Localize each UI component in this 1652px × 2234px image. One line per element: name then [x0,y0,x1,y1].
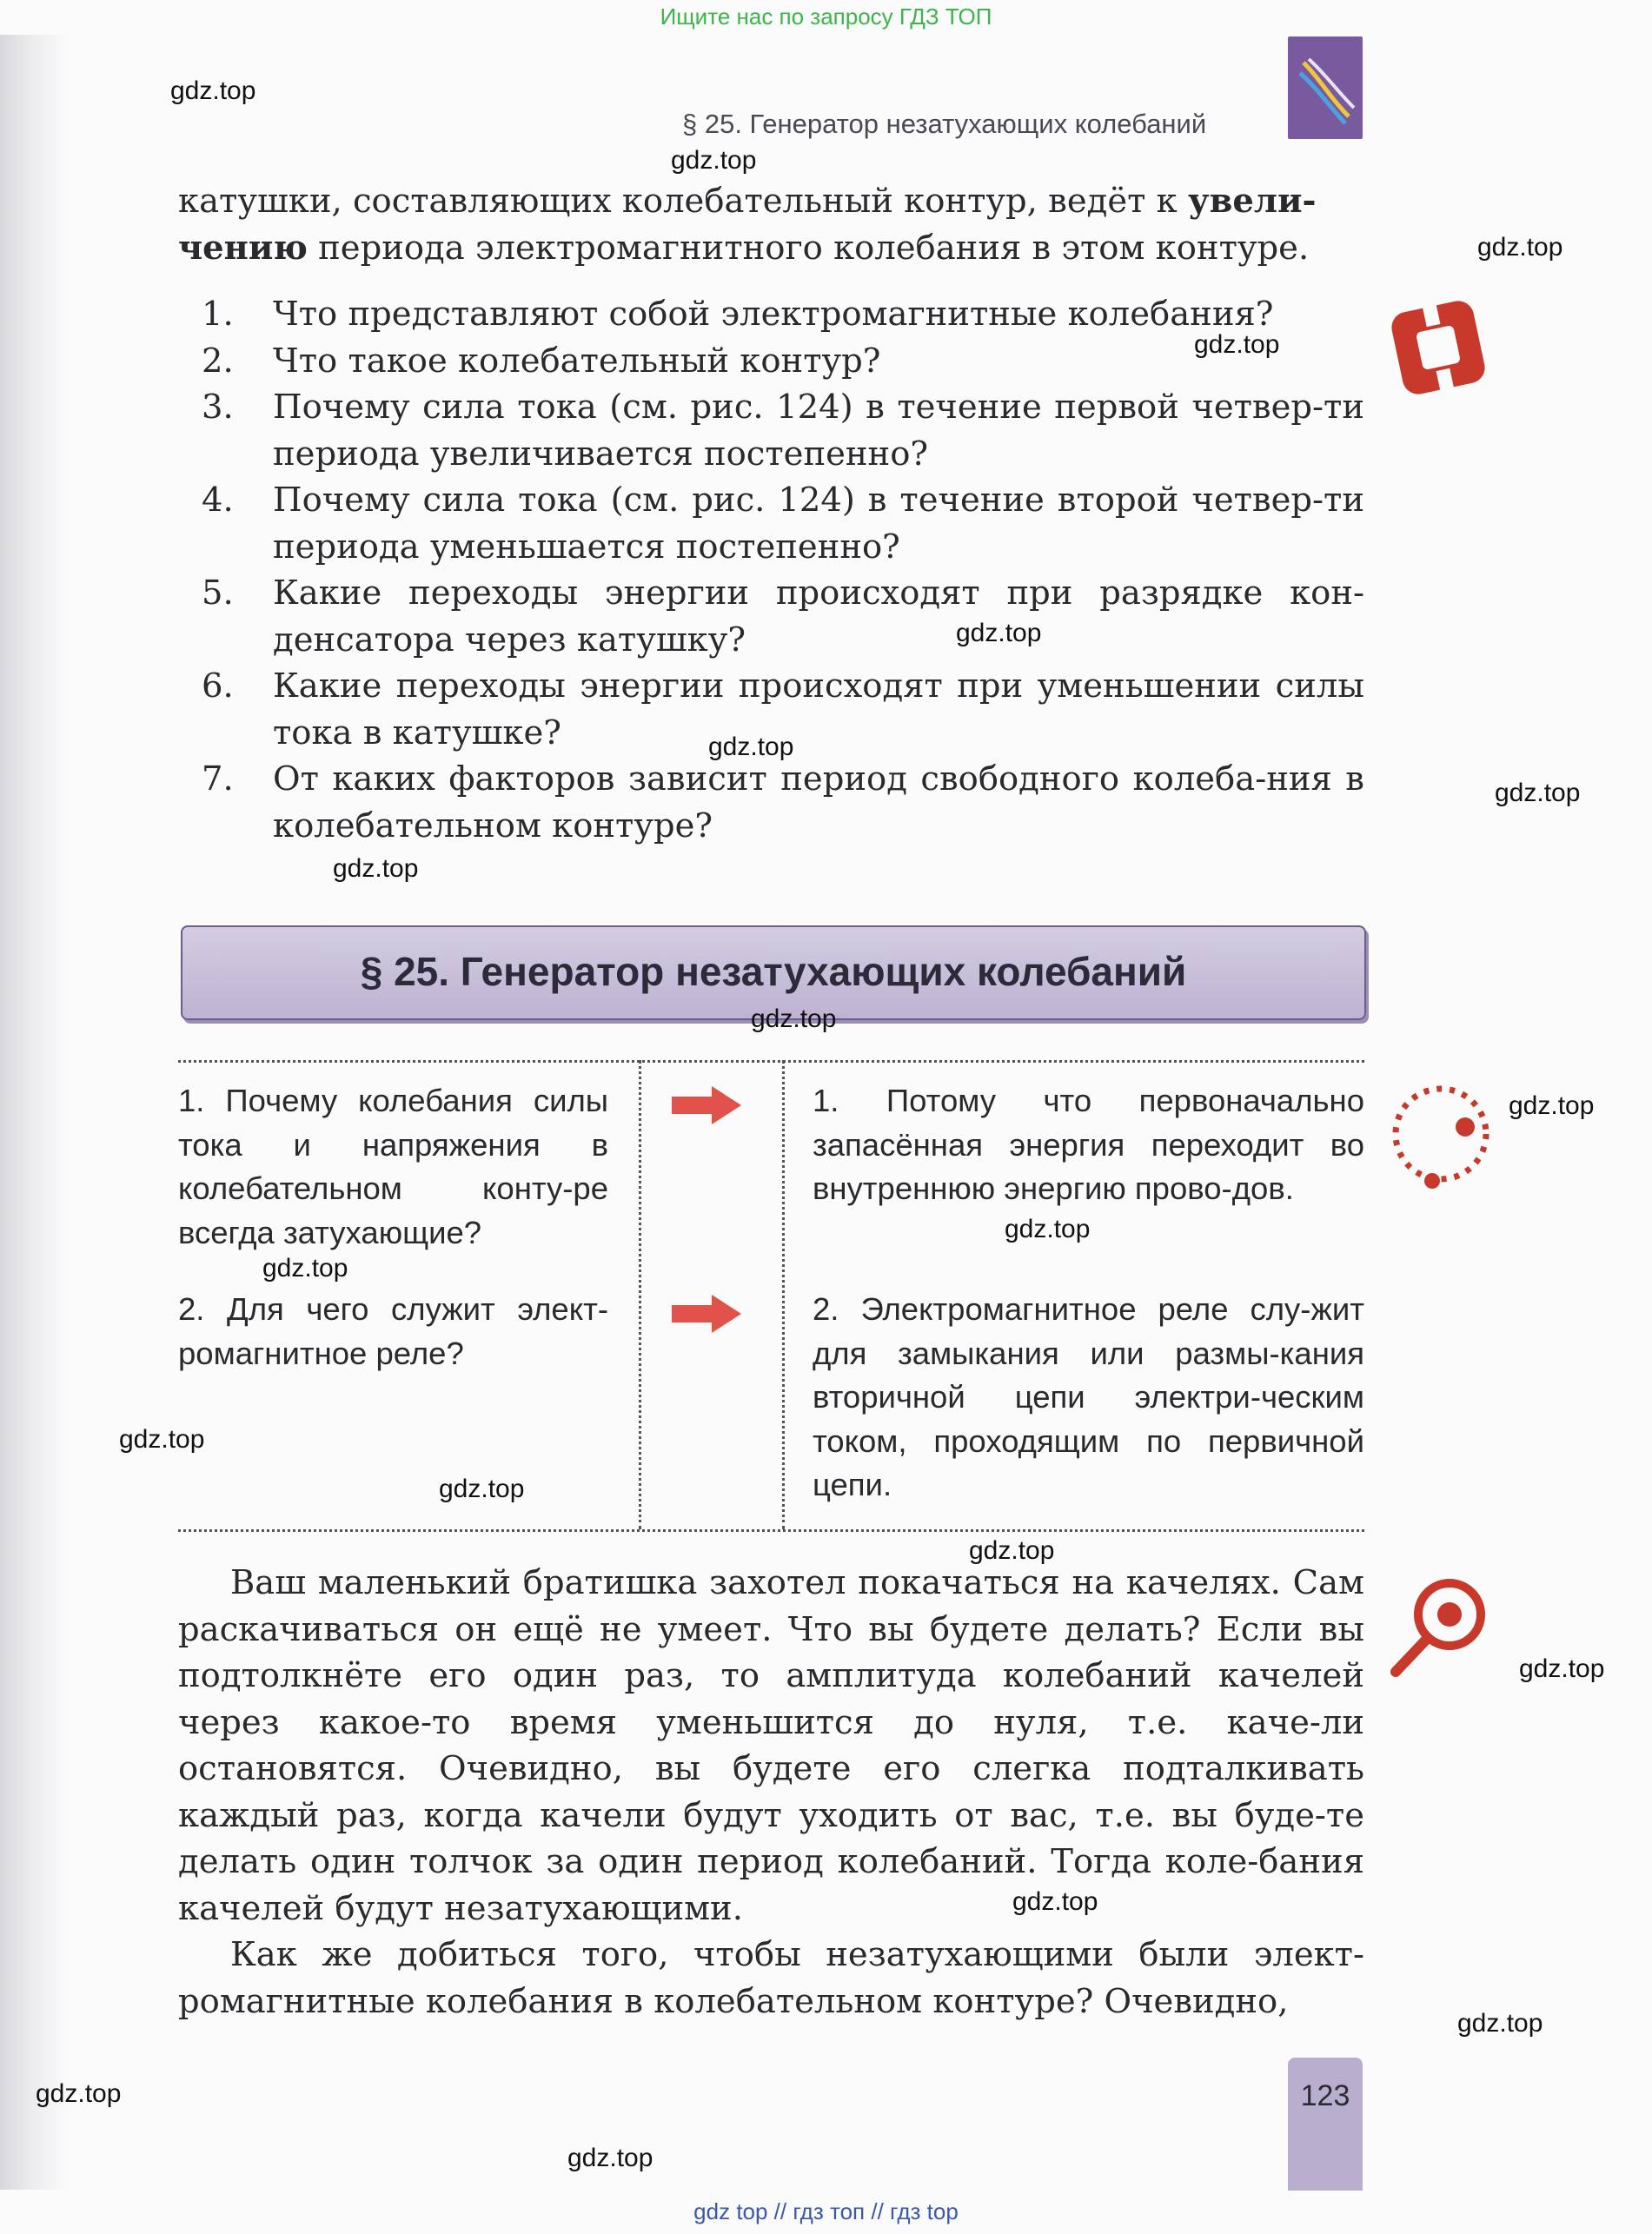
page-number: 123 [1300,2079,1350,2112]
arrow-right-icon [672,1295,741,1333]
watermark: gdz.top [1477,233,1563,262]
watermark: gdz.top [1509,1091,1595,1120]
review-questions [202,291,1364,849]
arrow-right-icon [672,1086,741,1124]
question-item: 3. Почему сила тока (см. рис. 124) в течение первой четвер-ти периода увеличивается постепенно? [202,388,1364,474]
watermark: gdz.top [1457,2009,1543,2038]
intro-part1: катушки, составляющих колебательный контур, ведёт к [178,182,1188,221]
watermark: gdz.top [567,2144,654,2172]
page-number-tab [1288,2058,1363,2191]
qa-table [178,1060,1364,1529]
watermark: gdz.top [751,1004,837,1033]
watermark: gdz.top [439,1475,525,1503]
corner-tab [1288,36,1363,139]
paragraph: Ваш маленький братишка захотел покачаться на качелях. Сам раскачиваться он ещё не умеет. Что вы будете делать? Если вы подтолкнёте его один раз, то амплитуда колебаний качелей через какое-то время уменьшится до нуля, т.е. каче-ли остановятся. Очевидно, вы будете его слегка подталкивать каждый раз, когда качели будут уходить от вас, т.е. вы буде-те делать один толчок за один период колебаний. Тогда коле-бания качелей будут незатухающими. [178,1563,1364,1928]
bottom-banner[interactable]: gdz top // гдз топ // гдз top [693,2198,959,2224]
waves-icon [1288,36,1363,139]
divider [178,1060,1364,1063]
watermark: gdz.top [969,1536,1055,1565]
watermark: gdz.top [1495,779,1581,807]
watermark: gdz.top [1194,330,1280,359]
qa-answer: 2. Электромагнитное реле слу-жит для замыкания или размы-кания вторичной цепи электри-ческим током, проходящим по первичной цепи. [813,1291,1364,1502]
body-text [178,1560,1364,2025]
section-title: § 25. Генератор незатухающих колебаний [360,949,1187,994]
question-item: 6. Какие переходы энергии происходят при уменьшении силы тока в катушке? [202,666,1364,752]
watermark: gdz.top [956,619,1042,647]
watermark: gdz.top [671,146,757,175]
qa-answer: 1. Потому что первоначально запасённая энергия переходит во внутреннюю энергию прово-дов. [813,1083,1364,1206]
paragraph: Как же добиться того, чтобы незатухающими были элект-ромагнитные колебания в колебательном контуре? Очевидно, [178,1935,1364,2021]
watermark: gdz.top [708,733,794,761]
intro-bold1: увели- [1187,182,1317,221]
question-item: 2. Что такое колебательный контур? [202,341,881,381]
question-item: 5. Какие переходы энергии происходят при разрядке кон-денсатора через катушку? [202,573,1364,660]
question-mark-icon [1377,287,1499,408]
watermark: gdz.top [36,2079,122,2108]
question-item: 7. От каких факторов зависит период свободного колеба-ния в колебательном контуре? [202,759,1364,845]
divider [639,1060,641,1529]
watermark: gdz.top [1012,1887,1098,1916]
qa-question: 1. Почему колебания силы тока и напряжения в колебательном конту-ре всегда затухающие? [178,1083,608,1250]
running-head: § 25. Генератор незатухающих колебаний [682,109,1207,139]
page-edge-shadow [0,35,70,2190]
qa-question: 2. Для чего служит элект-ромагнитное реле? [178,1291,608,1371]
divider [782,1060,785,1529]
circle-dots-icon [1380,1073,1502,1195]
watermark: gdz.top [262,1254,348,1283]
magnifier-icon [1380,1564,1502,1686]
question-item: 1. Что представляют собой электромагнитные колебания? [202,295,1274,334]
question-item: 4. Почему сила тока (см. рис. 124) в течение второй четвер-ти периода уменьшается постепенно? [202,481,1364,567]
intro-part2: периода электромагнитного колебания в этом контуре. [307,228,1310,268]
watermark: gdz.top [119,1425,205,1454]
top-banner[interactable]: Ищите нас по запросу ГДЗ ТОП [660,3,992,30]
divider [178,1529,1364,1532]
intro-bold2: чению [178,228,308,268]
watermark: gdz.top [1519,1654,1605,1683]
watermark: gdz.top [170,76,256,105]
watermark: gdz.top [1005,1215,1091,1243]
intro-paragraph [178,178,1364,271]
watermark: gdz.top [333,854,419,883]
